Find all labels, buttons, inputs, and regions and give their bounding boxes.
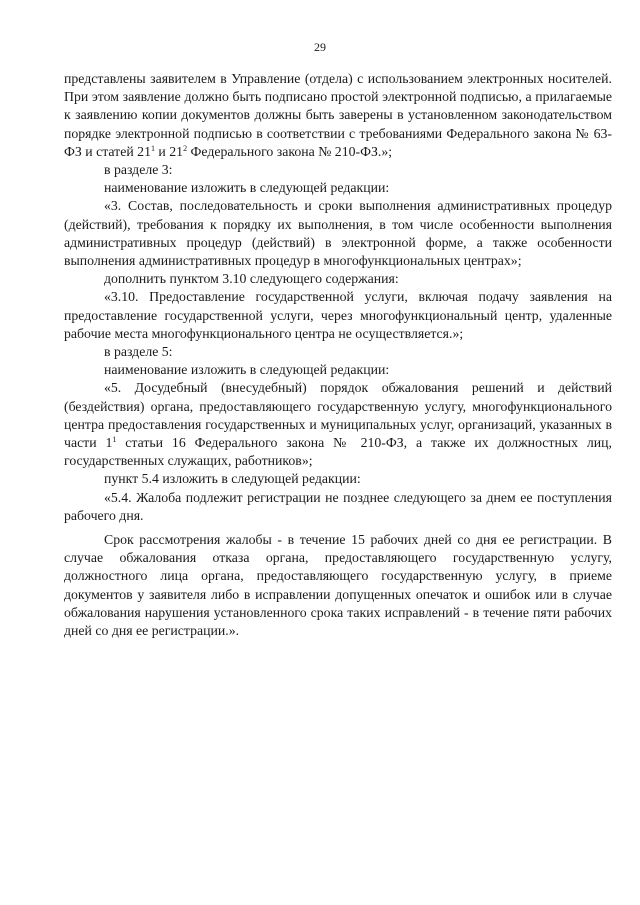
paragraph-5-4-instruction: пункт 5.4 изложить в следующей редакции: — [104, 471, 361, 487]
paragraph-section-3: в разделе 3: — [104, 162, 173, 178]
paragraph-title-instruction: наименование изложить в следующей редакции: — [104, 180, 390, 196]
superscript-index: 1 — [112, 435, 117, 445]
document-body — [64, 70, 612, 640]
paragraph-review-period: Срок рассмотрения жалобы - в течение 15 рабочих дней со дня ее регистрации. В случае обжалования отказа органа, предоставляющего государственную услугу, должностного лица органа, предоставляющего государственную услугу, в приеме документов у заявителя либо в исправлении допущенных опечаток и ошибок или в случае обжалования нарушения установленного срока таких исправлений - в течение пяти рабочих дней со дня ее регистрации.». — [64, 532, 612, 639]
paragraph-5-4: «5.4. Жалоба подлежит регистрации не позднее следующего за днем ее поступления рабочего дня. — [64, 489, 612, 523]
page-number: 29 — [314, 40, 326, 54]
paragraph-section-5-title: «5. Досудебный (внесудебный) порядок обжалования решений и действий (бездействия) органа, предоставляющего государственную услугу, многофункционального центра предоставления государственных и муниципальных услуг, организаций, указанных в части $1^1$ статьи 16 Федерального закона № 210-ФЗ, а также их должностных лиц, государственных служащих, работников»; — [64, 380, 612, 469]
paragraph-section-3-title: «3. Состав, последовательность и сроки выполнения административных процедур (действий), требования к порядку их выполнения, в том числе особенности выполнения административных процедур (действий) в электронной форме, а также особенности выполнения административных процедур в многофункциональных центрах»; — [64, 198, 612, 269]
paragraph-add-3-10: дополнить пунктом 3.10 следующего содержания: — [104, 271, 399, 287]
superscript-index: 2 — [183, 143, 188, 153]
superscript-index: 1 — [150, 143, 155, 153]
paragraph-continuation: представлены заявителем в Управление (отдела) с использованием электронных носителей. При этом заявление должно быть подписано простой электронной подписью, а прилагаемые к заявлению копии документов должны быть заверены в установленном законодательством порядке электронной подписью в соответствии с требованиями Федерального закона № 63-ФЗ и статей $21^1$ и $21^2$ Федерального закона № 210-ФЗ.»; — [64, 71, 612, 159]
paragraph-3-10: «3.10. Предоставление государственной услуги, включая подачу заявления на предоставление государственной услуги, через многофункциональный центр, удаленные рабочие места многофункционального центра не осуществляется.»; — [64, 289, 612, 341]
paragraph-section-5: в разделе 5: — [104, 344, 173, 360]
paragraph-title-instruction-5: наименование изложить в следующей редакции: — [104, 362, 390, 378]
